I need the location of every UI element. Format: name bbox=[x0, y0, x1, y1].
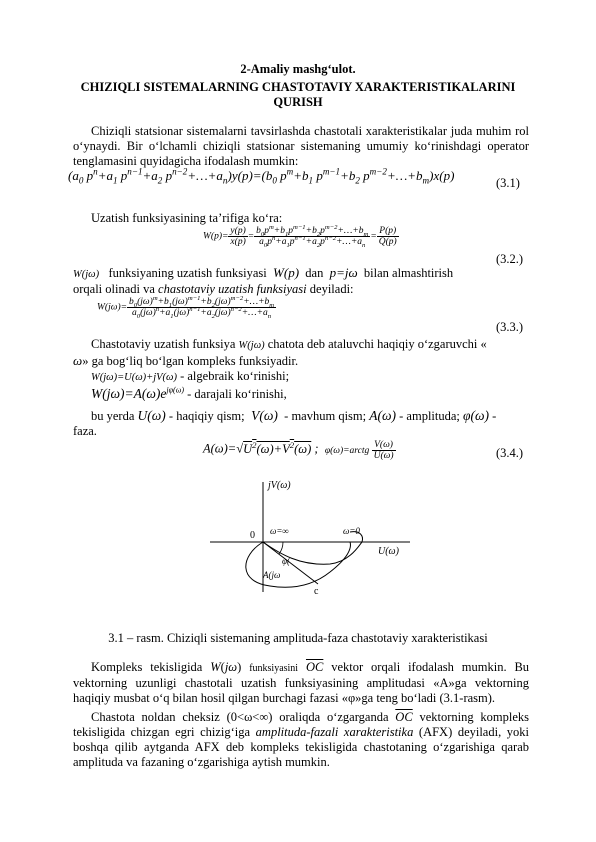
paragraph-complex-line2: ω» ga bog‘liq bo‘lgan kompleks funksiyadir. bbox=[73, 353, 299, 368]
equation-3-4-number: (3.4.) bbox=[496, 446, 524, 460]
paragraph-freq-line2 bbox=[73, 282, 354, 297]
paragraph-freq-line1: W(jω) funksiyaning uzatish funksiyasi W(p) dan p=jω bilan almashtirish bbox=[73, 265, 454, 280]
faza-word: faza. bbox=[73, 424, 97, 438]
origin-label: 0 bbox=[250, 530, 255, 541]
para6-a: Chastota noldan cheksiz (0<ω<∞) oraliqda o‘zgarganda bbox=[91, 710, 389, 724]
section-heading-line2: QURISH bbox=[273, 95, 323, 109]
equation-3-3-number: (3.3.) bbox=[496, 320, 524, 334]
a-label: A(jω bbox=[263, 570, 281, 580]
equation-3-4: $A(\omega)=√U^2(\omega)+V^2(\omega)$ ; φ(ω)=arctg $\frac{V(\omega)}{U(\omega)}$ bbox=[203, 439, 394, 461]
equation-3-1: ($a_0$ $p^n+a_1$ $p^{n-1}+a_2$ $p^{n-2}+\dots+a_n)y(p)=(b_0$ $p^m+b_1$ $p^{m-1}+b_2$ $p^{m-2}+\dots+b_m)x(p)$ bbox=[68, 166, 455, 186]
para3-text-a: funksiyaning uzatish funksiyasi bbox=[108, 266, 267, 280]
vector-oc-inline: $\overline{OC}$ bbox=[305, 660, 324, 674]
algebraic-form-label: - algebraik ko‘rinishi; bbox=[180, 369, 290, 383]
para5-fn: funksiyasini bbox=[249, 663, 299, 674]
para3-text-b: dan bbox=[305, 266, 324, 280]
bu-yerda: bu yerda bbox=[91, 409, 135, 423]
imag-part-label: - mavhum qism; bbox=[284, 409, 367, 423]
para3-line2-em: chastotaviy uzatish funksiyasi bbox=[158, 282, 307, 296]
algebraic-form-line: W(jω)=U(ω)+jV(ω) - algebraik ko‘rinishi; bbox=[91, 369, 290, 383]
equation-3-2: W(p)= $\frac{y(p)}{x(p)}$ = $\frac{b_0p^m+b_1p^{m-1}+b_2p^{m-2}+\dots+b_m}{a_0p^n+a_1p^{n-1}+a_2p^{n-2}+\dots+a_n}$ = $\frac{P(p)}{Q(p)}$ bbox=[203, 223, 397, 249]
equation-3-2-number: (3.2.) bbox=[496, 252, 524, 266]
para4-c: » ga bog‘liq bo‘lgan kompleks funksiyadir. bbox=[82, 354, 299, 368]
afx-curve-loop bbox=[246, 542, 351, 587]
exponential-form-line: $W(j\omega)=A(\omega)e^{j\varphi(\omega)}$ - darajali ko‘rinishi, bbox=[91, 385, 287, 401]
afx-figure bbox=[200, 474, 420, 614]
lesson-title: 2-Amaliy mashg‘ulot. bbox=[240, 62, 356, 76]
definitions-line: bu yerda U(ω) - haqiqiy qism; V(ω) - mavhum qism; A(ω) - amplituda; φ(ω) - bbox=[91, 408, 497, 423]
phi-label: φ( bbox=[282, 556, 290, 566]
para6-c: (AFX) deyiladi, yoki boshqa qilib aytganda AFX deb kompleks tekisligida chastotaning o‘zgarishiga qarab amplituda va fazaning o‘zgarishiga aytish mumkin. bbox=[73, 725, 530, 769]
exponential-form-label: - darajali ko‘rinishi, bbox=[187, 387, 287, 401]
figure-caption: 3.1 – rasm. Chiziqli sistemaning amplituda-faza chastotaviy xarakteristikasi bbox=[108, 631, 488, 645]
omega-zero-label: ω=0 bbox=[343, 526, 360, 536]
para6-b: vektorning kompleks tekisligida chizgan egri chizig‘iga bbox=[73, 710, 530, 739]
x-axis-label: U(ω) bbox=[378, 546, 399, 557]
paragraph-complex-plane: Kompleks tekisligida W(jω) funksiyasini $\overline{OC}$ vektor orqali ifodalash mumkin. Bu vektorning uzunligi chastotali uzatish funksiyasining amplitudasi «A»ga vektorning haqiqiy musbat o‘q bilan hosil qilgan burchagi fazasi «φ»ga teng bo‘ladi (3.1-rasm). bbox=[73, 660, 530, 705]
para3-line2-b: deyiladi: bbox=[309, 282, 354, 296]
para4-b: chatota deb ataluvchi haqiqiy o‘zgaruvchi « bbox=[267, 337, 487, 351]
para6-em: amplituda-fazali xarakteristika bbox=[255, 725, 414, 739]
para3-text-c: bilan almashtirish bbox=[363, 266, 454, 280]
para5-b: vektor orqali ifodalash mumkin. Bu vektorning uzunligi chastotali uzatish funksiyasining amplitudasi «A»ga vektorning haqiqiy musbat o‘q bilan hosil qilgan burchagi fazasi «φ»ga teng bo‘ladi (3.1-rasm). bbox=[73, 660, 530, 705]
paragraph-intro: Chiziqli statsionar sistemalarni tavsirlashda chastotali xarakteristikalar juda muhim rol o‘ynaydi. Bir o‘lchamli chiziqli statsionar sistemaning umumiy ko‘rinishdagi operator tenglamasini quyidagicha ifodalash mumkin: bbox=[73, 124, 529, 168]
paragraph-complex-line1: Chastotaviy uzatish funksiya W(jω) chatota deb ataluvchi haqiqiy o‘zgaruvchi « bbox=[91, 337, 487, 351]
equation-3-1-number: (3.1) bbox=[496, 176, 520, 190]
real-part-label: - haqiqiy qism; bbox=[168, 409, 245, 423]
y-axis-label: jV(ω) bbox=[268, 480, 291, 491]
omega-inf-label: ω=∞ bbox=[270, 526, 289, 536]
para4-a: Chastotaviy uzatish funksiya bbox=[91, 337, 236, 351]
para3-line2-a: orqali olinadi va bbox=[73, 282, 155, 296]
equation-3-3: W(jω)= $\frac{b_0(j\omega)^m+b_1(j\omega)^{m-1}+b_2(j\omega)^{m-2}+\dots+b_m}{a_0(j\omega)^n+a_1(j\omega)^{n-1}+a_2(j\omega)^{n-2}+\dots+a_n}$ bbox=[97, 294, 275, 320]
c-label: c bbox=[314, 586, 319, 597]
section-heading-line1: CHIZIQLI SISTEMALARNING CHASTOTAVIY XARAKTERISTIKALARINI bbox=[80, 80, 516, 94]
vector-oc-inline-2: $\overline{OC}$ bbox=[395, 710, 413, 724]
afx-curve bbox=[263, 532, 363, 565]
para5-a: Kompleks tekisligida bbox=[91, 660, 203, 674]
amplitude-label: - amplituda; bbox=[399, 409, 460, 423]
paragraph-afx-def bbox=[73, 710, 529, 770]
paragraph-transfer-def: Uzatish funksiyasining ta’rifiga ko‘ra: bbox=[91, 211, 283, 225]
